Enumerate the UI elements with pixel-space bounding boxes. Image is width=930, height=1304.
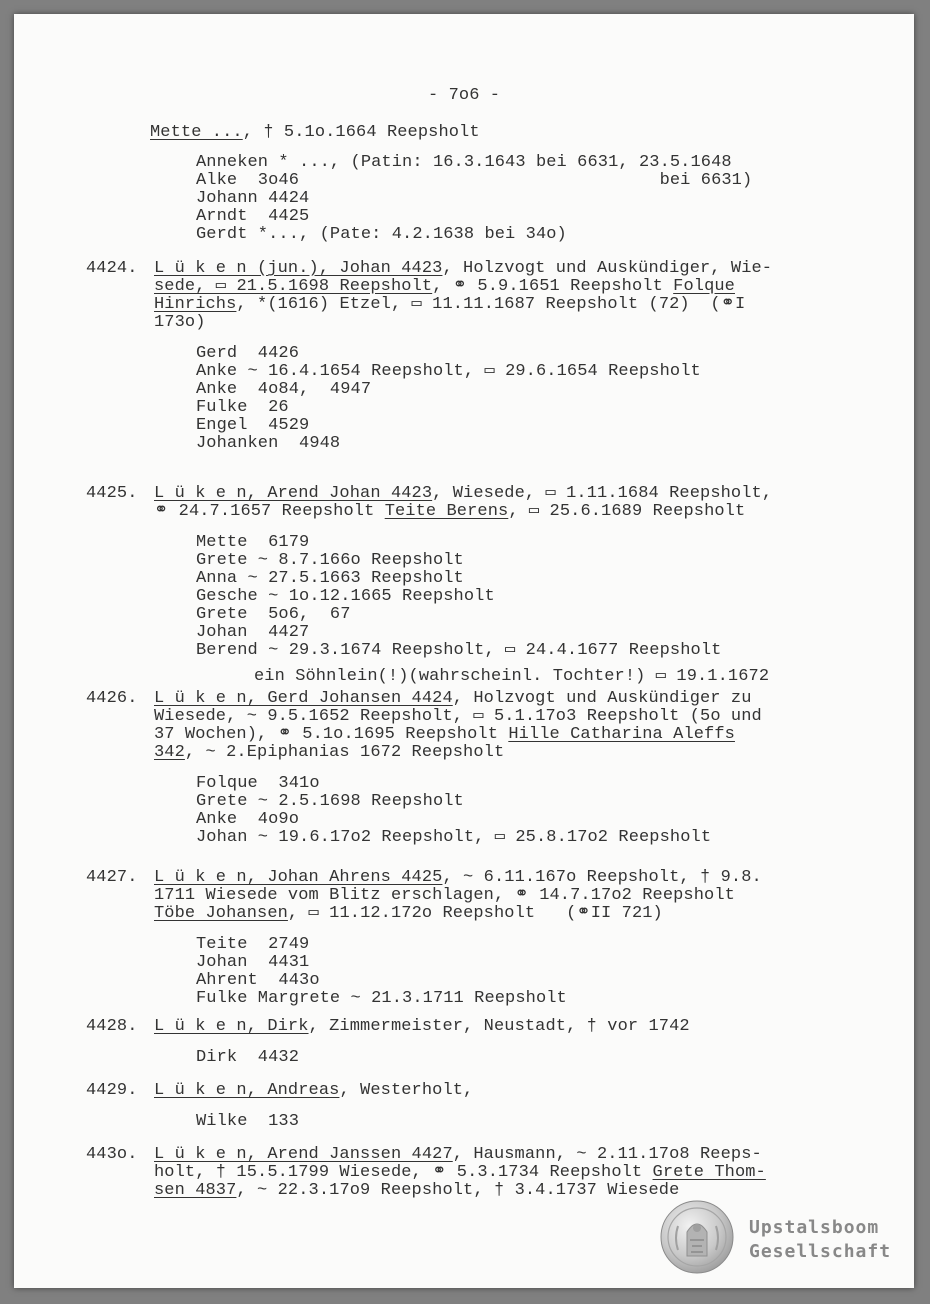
child-line: Dirk 4432 bbox=[196, 1048, 300, 1067]
entry-text-segment: , Holzvogt und Auskündiger zu bbox=[452, 689, 752, 708]
entry-text-segment: , Holzvogt und Auskündiger, Wie- bbox=[442, 259, 773, 278]
child-line: Folque 341o bbox=[196, 774, 320, 793]
child-line: Fulke 26 bbox=[196, 398, 289, 417]
entry-text-line bbox=[154, 887, 735, 905]
header-person-details: , † 5.1o.1664 Reepsholt bbox=[242, 123, 480, 142]
entry-text-segment: , Wiesede, ▭ 1.11.1684 Reepsholt, bbox=[432, 484, 773, 503]
entry-note: ein Söhnlein(!)(wahrscheinl. Tochter!) ▭ 19.1.1672 bbox=[254, 667, 770, 686]
header-child-line: Arndt 4425 bbox=[196, 207, 310, 226]
entry-text-segment: , ▭ 25.6.1689 Reepsholt bbox=[508, 502, 746, 521]
entry-name-segment: Grete Thom- bbox=[652, 1163, 766, 1182]
child-line: Grete ~ 8.7.166o Reepsholt bbox=[196, 551, 464, 570]
entry-text-line bbox=[154, 503, 745, 521]
entry-name-segment: Teite Berens bbox=[384, 502, 509, 521]
page-number: - 7o6 - bbox=[428, 86, 501, 105]
child-line: Gesche ~ 1o.12.1665 Reepsholt bbox=[196, 587, 495, 606]
entry-text-line bbox=[154, 1018, 690, 1036]
child-line: Berend ~ 29.3.1674 Reepsholt, ▭ 24.4.1677 Reepsholt bbox=[196, 641, 722, 660]
entry-text-line bbox=[154, 744, 504, 762]
header-child-line: Alke 3o46 bei 6631) bbox=[196, 171, 753, 190]
child-line: Fulke Margrete ~ 21.3.1711 Reepsholt bbox=[196, 989, 567, 1008]
entry-text-segment: ⚭ 24.7.1657 Reepsholt bbox=[154, 502, 385, 521]
entry-text-segment: , Westerholt, bbox=[339, 1081, 474, 1100]
entry-text-line bbox=[154, 708, 762, 726]
entry-name-segment: L ü k e n, Dirk bbox=[154, 1017, 309, 1036]
child-line: Grete ~ 2.5.1698 Reepsholt bbox=[196, 792, 464, 811]
child-line: Wilke 133 bbox=[196, 1112, 300, 1131]
document-body bbox=[14, 14, 914, 1288]
child-line: Anke 4o9o bbox=[196, 810, 300, 829]
upstalsboom-logo-text bbox=[749, 1216, 891, 1264]
entry-text-line bbox=[154, 260, 772, 278]
child-line: Teite 2749 bbox=[196, 935, 310, 954]
child-line: Engel 4529 bbox=[196, 416, 310, 435]
entry-number: 4429. bbox=[86, 1081, 138, 1100]
child-line: Ahrent 443o bbox=[196, 971, 320, 990]
entry-name-segment: sen 4837 bbox=[154, 1181, 237, 1200]
entry-text-line bbox=[154, 278, 735, 296]
logo-line-1: Upstalsboom bbox=[749, 1217, 880, 1238]
entry-number: 4426. bbox=[86, 689, 138, 708]
entry-name-segment: Hinrichs bbox=[154, 295, 237, 314]
child-line: Johan 4427 bbox=[196, 623, 310, 642]
child-line: Johanken 4948 bbox=[196, 434, 341, 453]
header-child-line: Gerdt *..., (Pate: 4.2.1638 bei 34o) bbox=[196, 225, 567, 244]
child-line: Anna ~ 27.5.1663 Reepsholt bbox=[196, 569, 464, 588]
entry-text-line bbox=[154, 314, 206, 332]
entry-text-line bbox=[154, 1164, 766, 1182]
entry-text-line bbox=[154, 869, 762, 887]
entry-name-segment: L ü k e n (jun.), Johan 4423 bbox=[154, 259, 443, 278]
child-line: Mette 6179 bbox=[196, 533, 310, 552]
entry-text-segment: , Zimmermeister, Neustadt, † vor 1742 bbox=[308, 1017, 690, 1036]
header-person-name: Mette ... bbox=[150, 123, 243, 142]
entry-text-segment: , ~ 2.Epiphanias 1672 Reepsholt bbox=[184, 743, 505, 762]
entry-text-line bbox=[154, 1146, 762, 1164]
entry-number: 443o. bbox=[86, 1145, 138, 1164]
entry-name-segment: L ü k e n, Johan Ahrens 4425 bbox=[154, 868, 443, 887]
child-line: Grete 5o6, 67 bbox=[196, 605, 351, 624]
child-line: Anke 4o84, 4947 bbox=[196, 380, 372, 399]
header-child-line: Johann 4424 bbox=[196, 189, 310, 208]
entry-text-line bbox=[154, 1182, 679, 1200]
entry-text-line bbox=[154, 1082, 473, 1100]
entry-name-segment: Folque bbox=[673, 277, 735, 296]
entry-text-segment: , ~ 22.3.17o9 Reepsholt, † 3.4.1737 Wiesede bbox=[236, 1181, 680, 1200]
entry-name-segment: L ü k e n, Andreas bbox=[154, 1081, 340, 1100]
entry-number: 4425. bbox=[86, 484, 138, 503]
entry-text-line bbox=[154, 690, 752, 708]
entry-name-segment: Töbe Johansen bbox=[154, 904, 288, 923]
entry-number: 4424. bbox=[86, 259, 138, 278]
entry-text-line bbox=[154, 296, 745, 314]
entry-number: 4428. bbox=[86, 1017, 138, 1036]
entry-number: 4427. bbox=[86, 868, 138, 887]
entry-name-segment: L ü k e n, Gerd Johansen 4424 bbox=[154, 689, 453, 708]
upstalsboom-seal-icon bbox=[660, 1200, 734, 1274]
logo-line-2: Gesellschaft bbox=[749, 1241, 892, 1262]
entry-name-segment: L ü k e n, Arend Janssen 4427 bbox=[154, 1145, 453, 1164]
child-line: Johan 4431 bbox=[196, 953, 310, 972]
entry-text-segment: , ~ 6.11.167o Reepsholt, † 9.8. bbox=[442, 868, 762, 887]
entry-text-segment: , Hausmann, ~ 2.11.17o8 Reeps- bbox=[452, 1145, 762, 1164]
entry-text-segment: , *(1616) Etzel, ▭ 11.11.1687 Reepsholt (72) (⚭I bbox=[236, 295, 746, 314]
document-page bbox=[14, 14, 914, 1288]
entry-text-line bbox=[154, 905, 663, 923]
entry-text-segment: 1711 Wiesede vom Blitz erschlagen, ⚭ 14.7.17o2 Reepsholt bbox=[154, 886, 735, 905]
entry-text-segment: holt, † 15.5.1799 Wiesede, ⚭ 5.3.1734 Reepsholt bbox=[154, 1163, 653, 1182]
child-line: Anke ~ 16.4.1654 Reepsholt, ▭ 29.6.1654 Reepsholt bbox=[196, 362, 701, 381]
entry-text-line bbox=[154, 726, 735, 744]
entry-text-segment: , ⚭ 5.9.1651 Reepsholt bbox=[432, 277, 674, 296]
entry-name-segment: sede, ▭ 21.5.1698 Reepsholt bbox=[154, 277, 433, 296]
entry-text-segment: 173o) bbox=[154, 313, 206, 332]
entry-text-segment: 37 Wochen), ⚭ 5.1o.1695 Reepsholt bbox=[154, 725, 509, 744]
entry-name-segment: Hille Catharina Aleffs bbox=[508, 725, 735, 744]
header-person bbox=[150, 124, 480, 142]
child-line: Gerd 4426 bbox=[196, 344, 300, 363]
entry-text-segment: , ▭ 11.12.172o Reepsholt (⚭II 721) bbox=[287, 904, 663, 923]
entry-name-segment: L ü k e n, Arend Johan 4423 bbox=[154, 484, 433, 503]
entry-text-line bbox=[154, 485, 772, 503]
child-line: Johan ~ 19.6.17o2 Reepsholt, ▭ 25.8.17o2 Reepsholt bbox=[196, 828, 712, 847]
entry-text-segment: Wiesede, ~ 9.5.1652 Reepsholt, ▭ 5.1.17o3 Reepsholt (5o und bbox=[154, 707, 762, 726]
entry-name-segment: 342 bbox=[154, 743, 185, 762]
header-child-line: Anneken * ..., (Patin: 16.3.1643 bei 6631, 23.5.1648 bbox=[196, 153, 732, 172]
